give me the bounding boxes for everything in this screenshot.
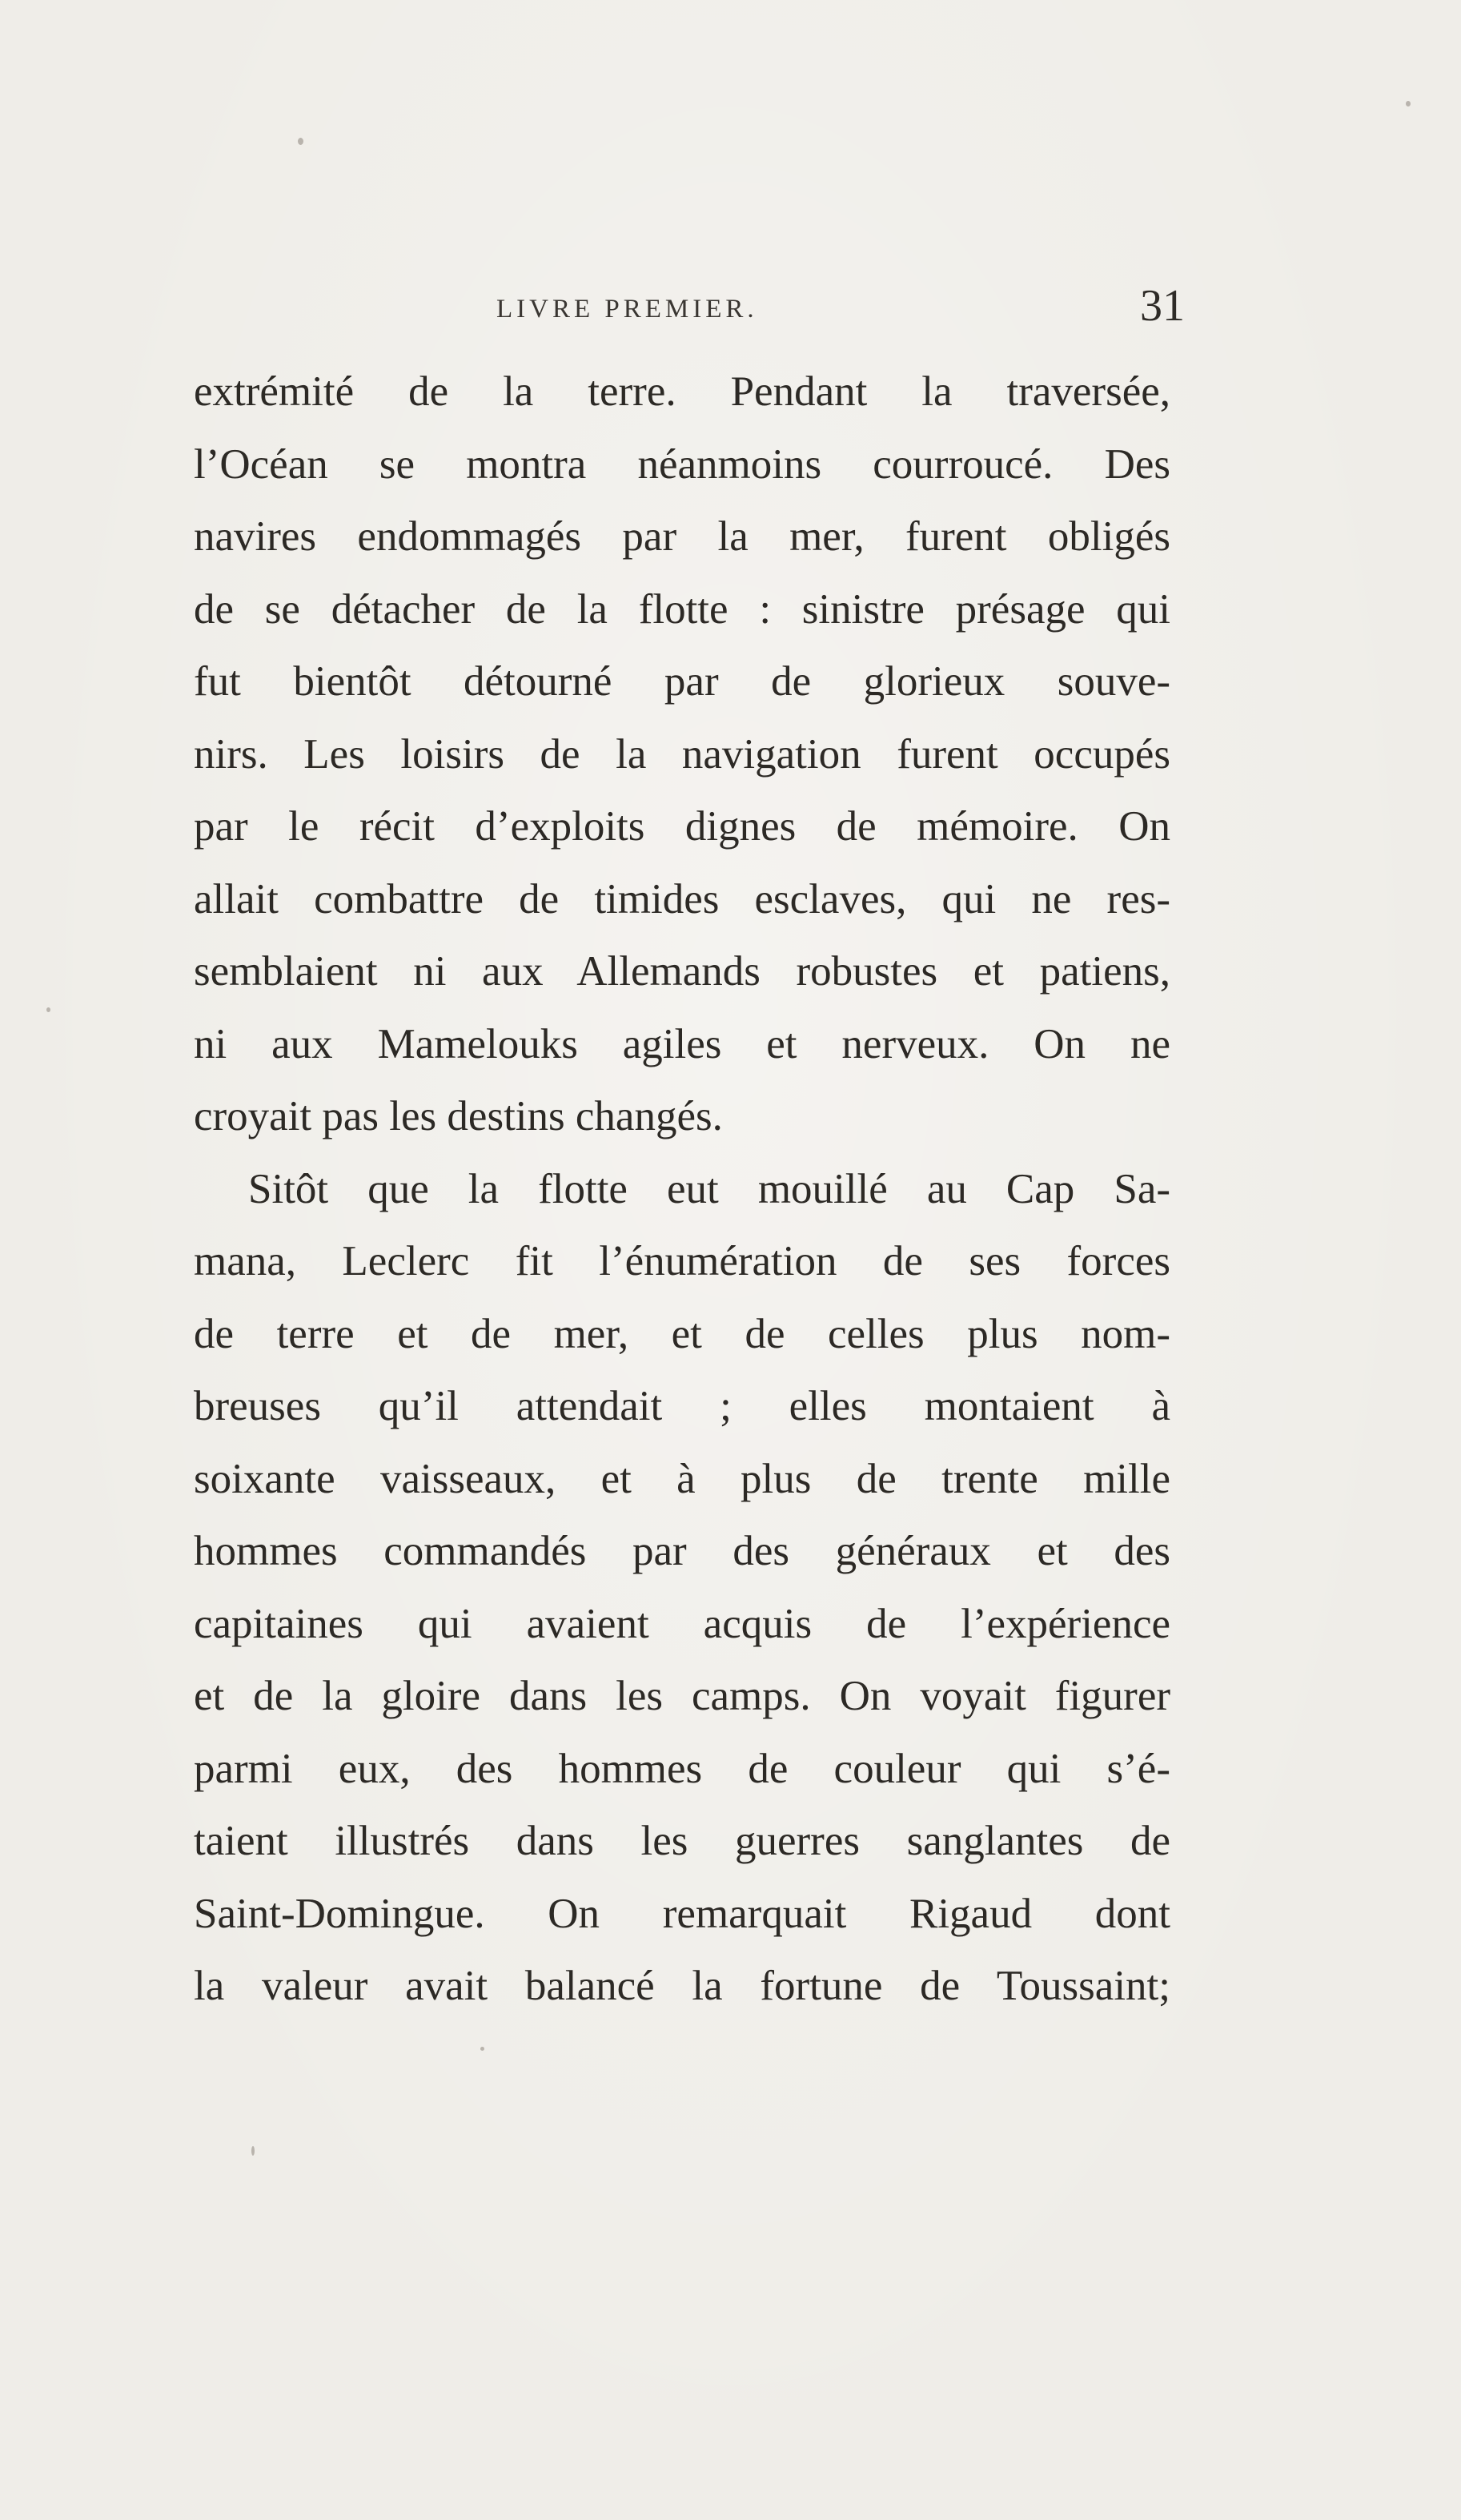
text-line: breuses qu’il attendait ; elles montaient à xyxy=(194,1383,1170,1429)
text-line: navires endommagés par la mer, furent obligés xyxy=(194,513,1170,560)
text-line: et de la gloire dans les camps. On voyait figurer xyxy=(194,1673,1170,1719)
text-line: hommes commandés par des généraux et des xyxy=(194,1528,1170,1574)
text-line: extrémité de la terre. Pendant la traversée, xyxy=(194,368,1170,415)
text-line: Saint-Domingue. On remarquait Rigaud dont xyxy=(194,1890,1170,1937)
text-line: soixante vaisseaux, et à plus de trente mille xyxy=(194,1455,1170,1502)
text-line: parmi eux, des hommes de couleur qui s’é- xyxy=(194,1745,1170,1792)
text-line: semblaient ni aux Allemands robustes et patiens, xyxy=(194,948,1170,995)
text-line: par le récit d’exploits dignes de mémoire. On xyxy=(194,803,1170,850)
text-line: nirs. Les loisirs de la navigation furent occupés xyxy=(194,730,1170,778)
text-line: fut bientôt détourné par de glorieux souve- xyxy=(194,658,1170,705)
text-line: ni aux Mamelouks agiles et nerveux. On ne xyxy=(194,1020,1170,1067)
text-line: la valeur avait balancé la fortune de Toussaint; xyxy=(194,1963,1170,2009)
text-line: de se détacher de la flotte : sinistre présage qui xyxy=(194,585,1170,633)
paper-speck xyxy=(251,2146,255,2156)
paper-speck xyxy=(1406,101,1411,107)
paper-speck xyxy=(298,138,303,145)
text-line: l’Océan se montra néanmoins courroucé. Des xyxy=(194,440,1170,488)
body-text xyxy=(194,356,1170,2023)
text-line: mana, Leclerc fit l’énumération de ses forces xyxy=(194,1238,1170,1284)
text-line: allait combattre de timides esclaves, qui ne res- xyxy=(194,875,1170,922)
text-line: de terre et de mer, et de celles plus nom- xyxy=(194,1310,1170,1357)
page-number: 31 xyxy=(1140,281,1185,331)
page-header xyxy=(192,280,1185,336)
paragraph-last-line: croyait pas les destins changés. xyxy=(194,1093,723,1139)
running-head: LIVRE PREMIER. xyxy=(496,295,758,324)
paper-speck xyxy=(480,2047,484,2051)
text-line: capitaines qui avaient acquis de l’expérience xyxy=(194,1600,1170,1647)
paragraph-first-line: Sitôt que la flotte eut mouillé au Cap Sa- xyxy=(248,1165,1170,1212)
text-line: taient illustrés dans les guerres sanglantes de xyxy=(194,1818,1170,1864)
paper-speck xyxy=(46,1007,50,1012)
